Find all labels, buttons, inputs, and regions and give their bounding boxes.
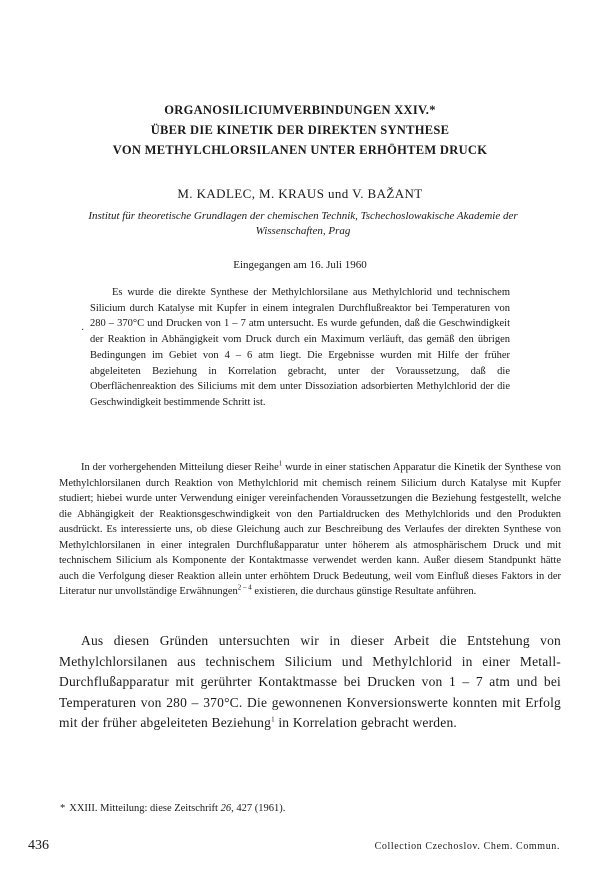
footnote-mark: *	[60, 803, 66, 814]
title-line-3: VON METHYLCHLORSILANEN UNTER ERHÖHTEM DRUCK	[112, 143, 488, 157]
main-text	[59, 631, 561, 734]
main-paragraph	[59, 631, 561, 734]
title-line-1: ORGANOSILICIUMVERBINDUNGEN XXIV.*	[164, 103, 436, 117]
footnote	[60, 803, 560, 814]
main-part-2: in Korrelation gebracht werden.	[274, 715, 457, 731]
title-line-2: ÜBER DIE KINETIK DER DIREKTEN SYNTHESE	[150, 123, 450, 137]
footnote-text: XXIII. Mitteilung: diese Zeitschrift	[69, 803, 218, 814]
margin-dot: ·	[81, 325, 85, 336]
abstract	[90, 285, 510, 411]
institute-line-2: Wissenschaften, Prag	[255, 225, 351, 237]
reference-2-4: 2 – 4	[237, 583, 252, 592]
intro-part-3: existieren, die durchaus günstige Resultate anführen.	[251, 586, 477, 597]
article-title	[40, 100, 560, 160]
page-footer	[28, 838, 560, 854]
footnote-rest: , 427 (1961).	[231, 803, 286, 814]
journal-name: Collection Czechoslov. Chem. Commun.	[374, 841, 560, 852]
reference-1: 1	[278, 459, 283, 468]
footnote-volume: 26	[220, 803, 232, 814]
received-date: Eingegangen am 16. Juli 1960	[233, 259, 367, 271]
intro-part-1: In der vorhergehenden Mitteilung dieser Reihe	[81, 462, 279, 473]
authors: M. KADLEC, M. KRAUS und V. BAŽANT	[177, 186, 423, 201]
institute	[58, 209, 548, 239]
institute-line-1: Institut für theoretische Grundlagen der chemischen Technik, Tschechoslowakische Akademie der	[88, 210, 518, 222]
intro-part-2: wurde in einer statischen Apparatur die Kinetik der Synthese von Methylchlorsilanen durch Reaktion von Methylchlorid mit chemisch reinem Silicium durch Katalyse mit Kupfer studiert; hiebei wurde unter Verwendung einiger vereinfachenden Voraussetzungen die Beziehung festgestellt, welche die Abhängigkeit der Reaktionsgeschwindigkeit von den Partialdrucken des Methylchlorids und den Produkten ausdrückt. Es interessierte uns, ob diese Gleichung auch zur Beschreibung des Verlaufes der direkten Synthese von Methylchlorsilanen in einer integralen Durchflußapparatur unter höherem als atmosphärischem Druck und mit technischem Silicium als Komponente der Kontaktmasse verwendet werden kann. Außer diesem Standpunkt hätte auch die Verfolgung dieser Reaktion allein unter erhöhtem Druck Bedeutung, weil vom Einfluß dieses Faktors in der Literatur nur unvollständige Erwähnungen	[59, 462, 561, 597]
abstract-text: Es wurde die direkte Synthese der Methylchlorsilane aus Methylchlorid und technischem Silicium durch Katalyse mit Kupfer in einem integralen Durchflußreaktor bei Temperaturen von 280 – 370°C und Drucken von 1 – 7 atm untersucht. Es wurde gefunden, daß die Geschwindigkeit der Reaktion in Abhängigkeit vom Druck durch ein Maximum verläuft, das gemäß den übrigen Bedingungen im Gebiet von 4 – 6 atm liegt. Die Ergebnisse wurden mit Hilfe der früher abgeleiteten Beziehung in Korrelation gebracht, unter der Voraussetzung, daß die Oberflächenreaktion des Siliciums mit dem unter Dissoziation adsorbierten Methylchlorid der die Geschwindigkeit bestimmende Schritt ist.	[90, 287, 510, 408]
intro-text	[59, 460, 561, 600]
intro-paragraph	[59, 460, 561, 600]
main-part-1: Aus diesen Gründen untersuchten wir in dieser Arbeit die Entstehung von Methylchlorsilanen aus technischem Silicium und Methylchlorid in einer Metall-Durchflußapparatur mit gerührter Kontaktmasse bei Drucken von 1 – 7 atm und bei Temperaturen von 280 – 370°C. Die gewonnenen Konversionswerte konnten mit Erfolg mit der früher abgeleiteten Beziehung	[59, 633, 561, 731]
page-number: 436	[28, 838, 49, 853]
main-reference: 1	[271, 715, 275, 724]
